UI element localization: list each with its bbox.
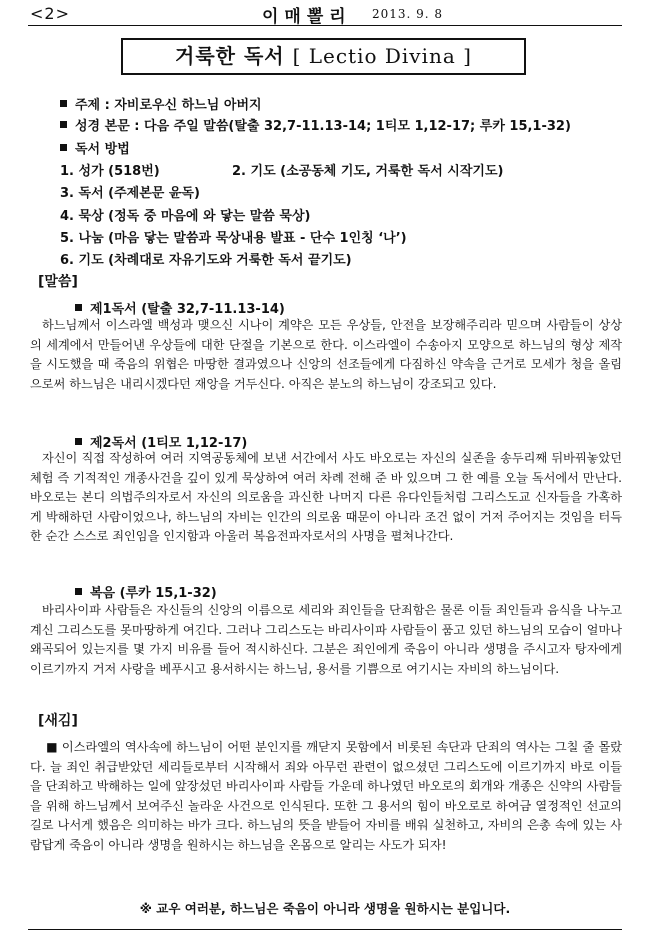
method-step: 2. 기도 (소공동체 기도, 거룩한 독서 시작기도) [232,164,504,179]
method-label: 독서 방법 [75,142,130,157]
square-bullet-icon [60,100,67,107]
reading-text: 자신이 직접 작성하여 여러 지역공동체에 보낸 서간에서 사도 바오로는 자신의 실존을 송두리째 뒤바꿔놓았던 체험 즉 기적적인 개종사건을 깊이 있게 묵상하여 여러 차례 전해 준 바 있으며 그 한 예를 오늘 독서에서 만난다. 바오로는 본디 의법주의자로서 자신의 의로움을 과신한 나머지 다른 유다인들처럼 그리스도교 신자들을 가혹하게 박해하던 사람이었으나, 하느님의 자비는 인간의 의로움 때문이 아니라 조건 없이 거저 주어지는 것임을 터득한 순간 스스로 죄인임을 인지함과 아울러 복음전파자로서의 사명을 펼쳐나간다. [30,451,622,544]
method-step: 4. 묵상 (정독 중 마음에 와 닿는 말씀 묵상) [60,209,311,224]
method-step: 5. 나눔 (마음 닿는 말씀과 묵상내용 발표 - 단수 1인칭 ‘나’) [60,231,407,246]
reflection-text: ■ 이스라엘의 역사속에 하느님이 어떤 분인지를 깨닫지 못함에서 비롯된 속단과 단죄의 역사는 그칠 줄 몰랐다. 늘 죄인 취급받았던 세리들로부터 시작해서 죄와 아무런 관련이 없으셨던 그리스도에 이르기까지 바로 이들을 단죄하고 박해하는 일에 앞장섰던 바리사이파 사람들 가운데 하나였던 바오로의 회개와 개종은 신약의 사람들을 위해 하느님께서 보여주신 놀라운 사건으로 인식된다. 또한 그 용서의 힘이 바오로로 하여금 열정적인 선교의 길로 나서게 했음은 의미하는 바가 크다. 하느님의 뜻을 받들어 자비를 배워 실천하고, 자비의 은총 속에 있는 사람답게 죽음이 아니라 생명을 원하시는 하느님을 온몸으로 알리는 사도가 되자! [30,740,622,852]
reading-text: 바리사이파 사람들은 자신들의 신앙의 이름으로 세리와 죄인들을 단죄함은 물론 이들 죄인들과 음식을 나누고 계신 그리스도를 못마땅하게 여긴다. 그러나 그리스도는 바리사이파 사람들이 품고 있던 하느님의 모습이 얼마나 왜곡되어 있는지를 몇 가지 비유를 들어 적시하신다. 그분은 죄인에게 죽음이 아니라 생명을 주시고자 탕자에게 이르기까지 거저 사랑을 베푸시고 용서하시는 하느님, 용서를 기쁨으로 여기시는 자비의 하느님이다. [30,603,622,676]
title-latin: [ Lectio Divina ] [292,44,472,68]
reading-title: 제2독서 (1티모 1,12-17) [90,436,248,451]
method-line [60,138,130,157]
page-title-box [121,38,526,75]
square-bullet-icon [75,588,82,595]
method-step: 1. 성가 (518번) [60,164,160,179]
page-number: <2> [30,4,70,23]
square-bullet-icon [60,121,67,128]
title-korean: 거룩한 독서 [175,44,285,68]
scripture-text: 성경 본문 : 다음 주일 말씀(탈출 32,7-11.13-14; 1티모 1,12-17; 루카 15,1-32) [75,119,571,134]
method-step: 3. 독서 (주제본문 윤독) [60,186,200,201]
reading-text: 하느님께서 이스라엘 백성과 맺으신 시나이 계약은 모든 우상들, 안전을 보장해주리라 믿으며 사람들이 상상의 세계에서 만들어낸 우상들에 대한 단절을 기본으로 한다. 이스라엘이 수송아지 모양으로 하느님의 형상 제작을 시도했을 때 죽음의 위협은 마땅한 결과였으나 신앙의 선조들에게 다짐하신 약속을 근거로 모세가 청을 올림으로써 하느님은 내리시겠다던 재앙을 거두신다. 아직은 분노의 하느님이 강조되고 있다. [30,318,622,391]
method-step: 6. 기도 (차례대로 자유기도와 거룩한 독서 끝기도) [60,253,352,268]
header-divider [28,25,622,26]
footer-divider [28,929,622,930]
theme-text: 주제 : 자비로우신 하느님 아버지 [75,98,262,113]
square-bullet-icon [60,144,67,151]
newsletter-title: 이매뽈리 [262,7,352,27]
square-bullet-icon [75,304,82,311]
closing-note: ※ 교우 여러분, 하느님은 죽음이 아니라 생명을 원하시는 분입니다. [139,901,511,916]
scripture-line [60,115,571,134]
square-bullet-icon [75,438,82,445]
page-header [0,0,650,26]
reading-heading [75,298,285,317]
word-section-label: [말씀] [38,274,78,290]
reading-title: 복음 (루카 15,1-32) [90,586,217,601]
theme-line [60,94,262,113]
reading-title: 제1독서 (탈출 32,7-11.13-14) [90,302,285,317]
issue-date: 2013. 9. 8 [372,7,444,21]
reflection-section-label: [새김] [38,713,78,729]
reading-heading [75,582,217,601]
